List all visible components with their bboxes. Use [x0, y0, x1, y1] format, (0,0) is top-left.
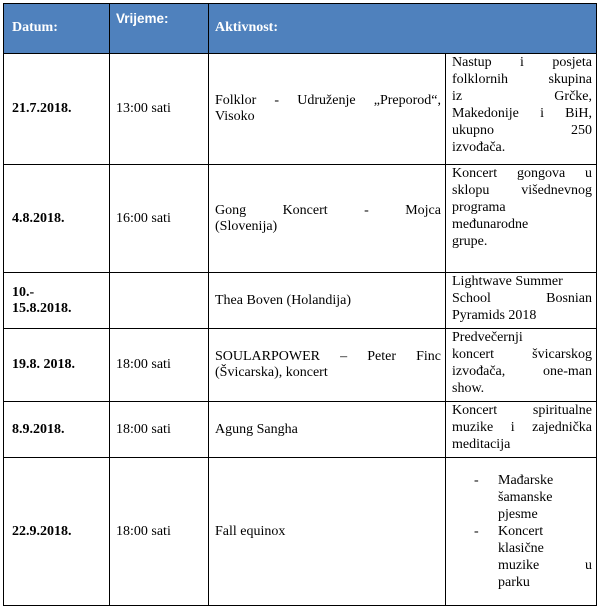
description-line: koncert švicarskog: [452, 347, 593, 362]
time-cell: 18:00 sati: [110, 402, 209, 458]
bullet-line: - Mađarske: [498, 473, 554, 488]
description-line: izvođača, one-man: [452, 364, 593, 379]
description-line: meditacija: [452, 437, 511, 452]
event-cell: [209, 458, 446, 606]
description-line: Makedonije i BiH,: [452, 106, 593, 121]
description-line: Predvečernji: [452, 330, 523, 345]
date-cell: 22.9.2018.: [4, 458, 110, 606]
header-date: Datum:: [4, 4, 110, 54]
description-line: Koncert spiritualne: [452, 403, 593, 418]
description-line: ukupno 250: [452, 123, 593, 138]
event-line: Gong Koncert - Mojca: [215, 202, 441, 218]
bullet-line: šamanske: [498, 490, 553, 505]
date-cell: [4, 273, 110, 329]
description-cell: [446, 54, 597, 165]
table-row: [4, 273, 597, 329]
date-line: 10.-: [12, 284, 35, 300]
description-line: Pyramids 2018: [452, 308, 537, 323]
bullet-line: muzike u: [498, 558, 593, 573]
table-row: [4, 458, 597, 606]
date-line: 15.8.2018.: [12, 300, 72, 316]
description-line: muzike i zajednička: [452, 420, 593, 435]
event-line: Fall equinox: [215, 523, 286, 539]
date-cell: 19.8. 2018.: [4, 329, 110, 402]
description-line: grupe.: [452, 234, 488, 249]
table-row: [4, 402, 597, 458]
description-cell: [446, 458, 597, 606]
time-cell: 18:00 sati: [110, 458, 209, 606]
list-item: [474, 472, 592, 523]
header-activity: Aktivnost:: [209, 4, 597, 54]
header-time: Vrijeme:: [110, 4, 209, 54]
table-row: [4, 54, 597, 165]
header-row: [4, 4, 597, 54]
date-cell: 21.7.2018.: [4, 54, 110, 165]
description-cell: [446, 329, 597, 402]
description-line: sklopu višednevnog: [452, 183, 593, 198]
date-cell: 4.8.2018.: [4, 165, 110, 273]
description-line: Koncert gongova u: [452, 166, 593, 181]
description-cell: [446, 165, 597, 273]
time-cell: 16:00 sati: [110, 165, 209, 273]
time-cell: 18:00 sati: [110, 329, 209, 402]
event-line: Thea Boven (Holandija): [215, 292, 352, 308]
event-cell: [209, 165, 446, 273]
table-row: [4, 329, 597, 402]
event-line: Folklor - Udruženje „Preporod“,: [215, 93, 441, 108]
bullet-line: parku: [498, 575, 530, 590]
date-cell: 8.9.2018.: [4, 402, 110, 458]
event-cell: [209, 402, 446, 458]
table-row: [4, 165, 597, 273]
description-line: show.: [452, 381, 485, 396]
time-cell: [110, 273, 209, 329]
description-cell: [446, 273, 597, 329]
event-cell: [209, 54, 446, 165]
description-line: programa: [452, 200, 506, 215]
event-line: Visoko: [215, 109, 255, 124]
event-line: (Švicarska), koncert: [215, 365, 328, 380]
bullet-line: - Koncert: [498, 524, 544, 539]
description-line: međunarodne: [452, 217, 529, 232]
description-line: School Bosnian: [452, 291, 593, 306]
bullet-line: pjesme: [498, 507, 538, 522]
event-line: SOULARPOWER – Peter Finc: [215, 349, 441, 364]
description-line: folklornih skupina: [452, 72, 593, 87]
description-line: iz Grčke,: [452, 89, 593, 104]
event-line: (Slovenija): [215, 218, 278, 234]
events-table: [3, 3, 597, 606]
description-line: izvođača.: [452, 140, 506, 155]
list-item: [474, 523, 592, 591]
bullet-list: [446, 472, 596, 591]
bullet-line: klasične: [498, 541, 544, 556]
time-cell: 13:00 sati: [110, 54, 209, 165]
event-cell: [209, 273, 446, 329]
description-cell: [446, 402, 597, 458]
event-line: Agung Sangha: [215, 421, 298, 437]
event-cell: [209, 329, 446, 402]
description-line: Nastup i posjeta: [452, 55, 593, 70]
description-line: Lightwave Summer: [452, 274, 563, 289]
